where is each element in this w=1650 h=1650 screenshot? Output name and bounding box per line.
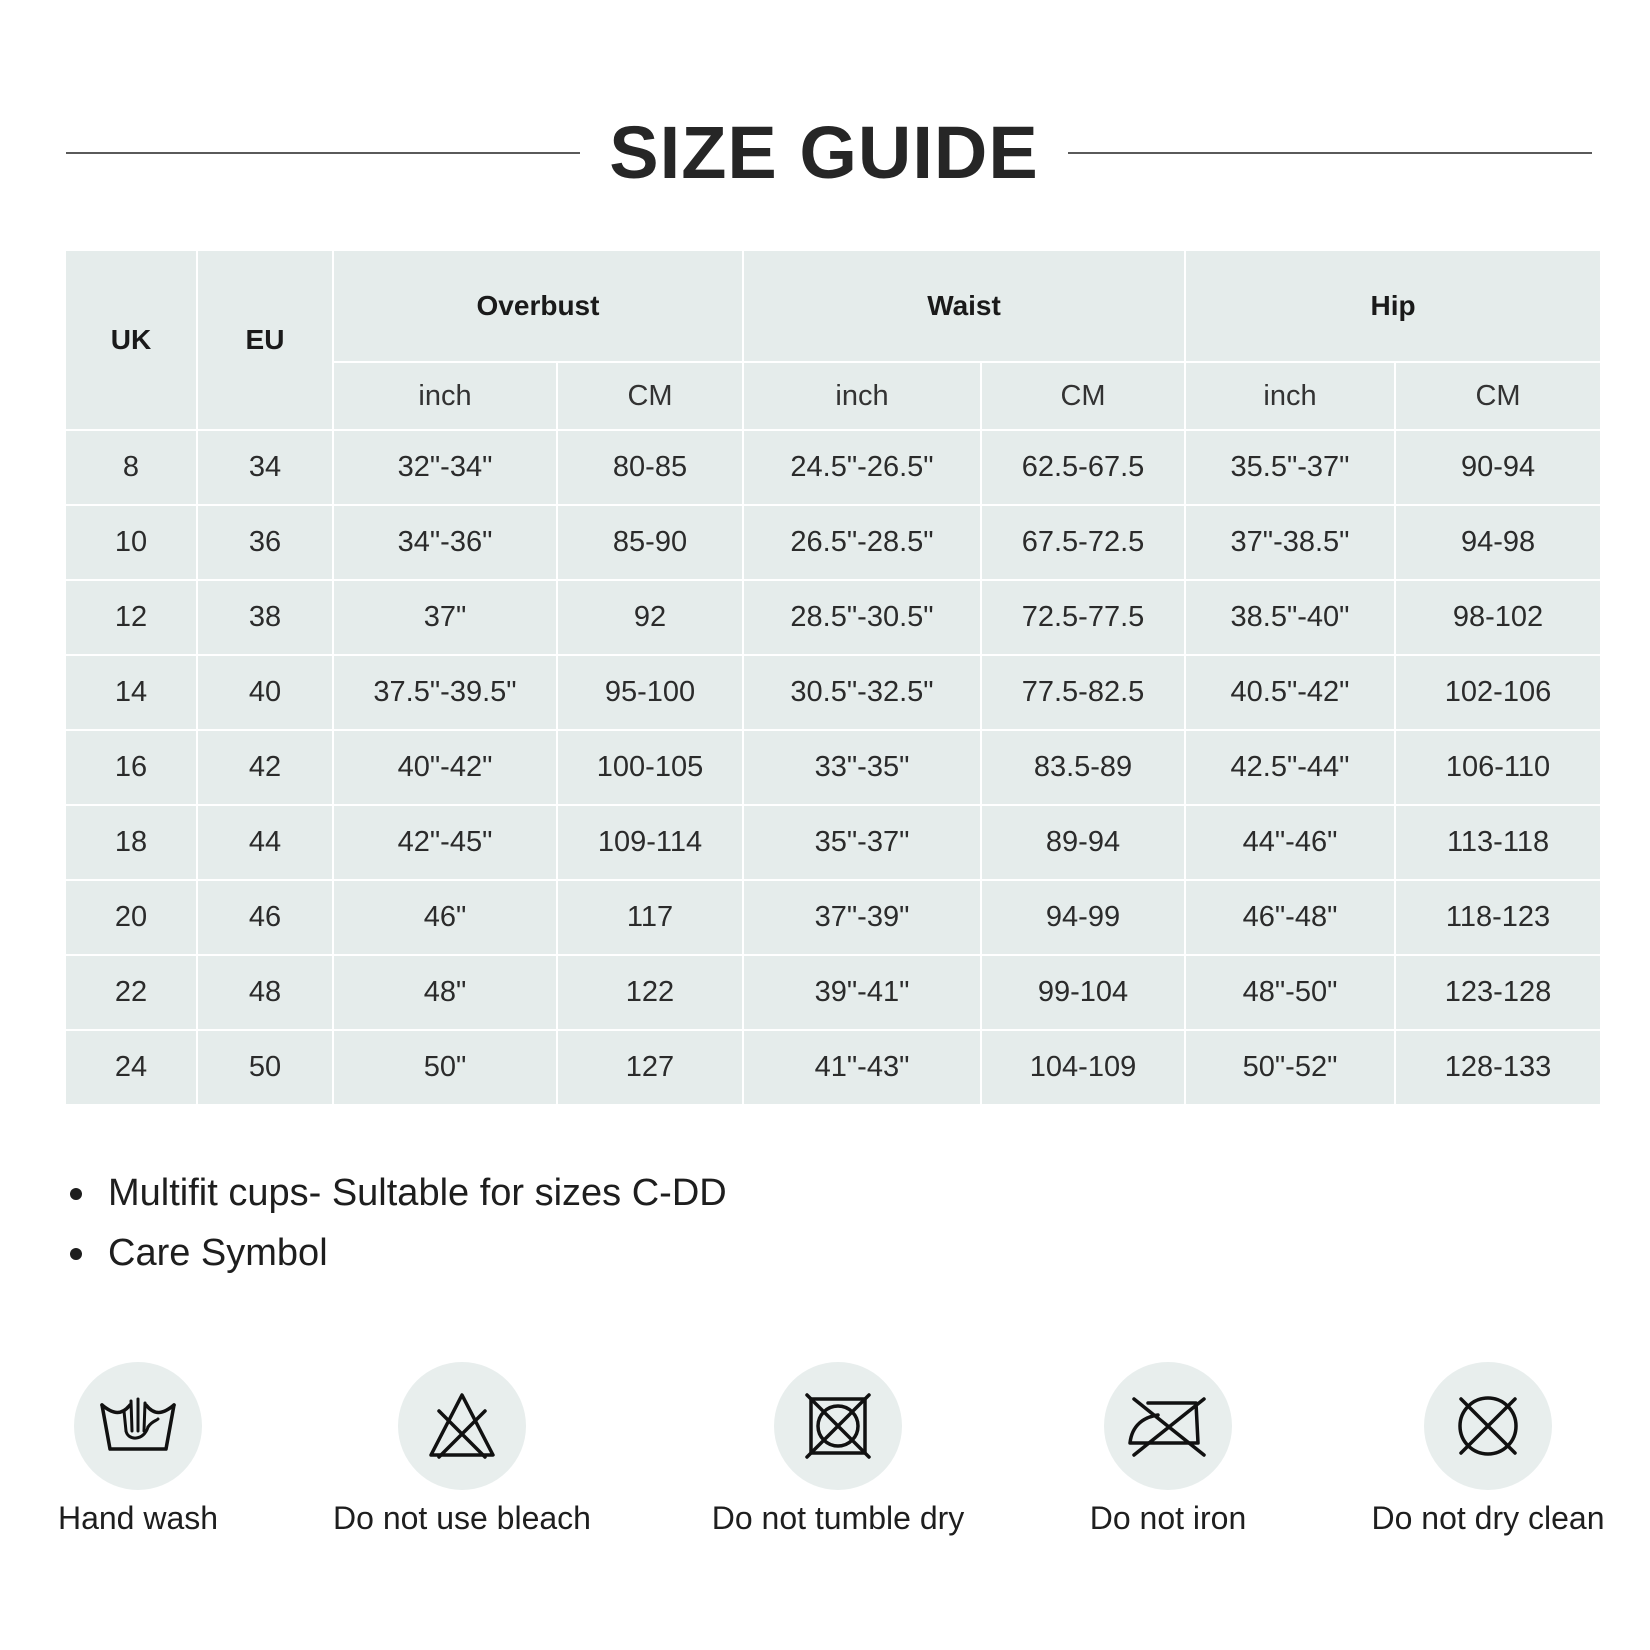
table-row <box>66 506 1600 579</box>
table-cell: 40"-42" <box>334 731 556 804</box>
table-cell: 44 <box>198 806 332 879</box>
table-cell: 16 <box>66 731 196 804</box>
table-cell: 34 <box>198 431 332 504</box>
table-cell: 128-133 <box>1396 1031 1600 1104</box>
table-cell: 37.5"-39.5" <box>334 656 556 729</box>
table-cell: 127 <box>558 1031 742 1104</box>
care-label: Do not iron <box>1089 1500 1247 1536</box>
table-cell: 50" <box>334 1031 556 1104</box>
table-cell: 118-123 <box>1396 881 1600 954</box>
table-cell: 24.5"-26.5" <box>744 431 980 504</box>
table-cell: 48"-50" <box>1186 956 1394 1029</box>
table-cell: 95-100 <box>558 656 742 729</box>
table-cell: 41"-43" <box>744 1031 980 1104</box>
table-cell: 39"-41" <box>744 956 980 1029</box>
table-header-row <box>66 251 1600 361</box>
table-cell: 40 <box>198 656 332 729</box>
table-cell: 42 <box>198 731 332 804</box>
table-cell: 106-110 <box>1396 731 1600 804</box>
table-cell: 35"-37" <box>744 806 980 879</box>
table-cell: 89-94 <box>982 806 1184 879</box>
table-cell: 28.5"-30.5" <box>744 581 980 654</box>
eu-header: EU <box>198 251 332 429</box>
bullet-dot <box>70 1188 82 1200</box>
table-cell: 80-85 <box>558 431 742 504</box>
table-cell: 44"-46" <box>1186 806 1394 879</box>
title-divider-right <box>1068 152 1592 154</box>
care-label: Hand wash <box>57 1500 219 1536</box>
table-cell: 33"-35" <box>744 731 980 804</box>
no-tumble-dry-icon <box>774 1362 902 1490</box>
care-label: Do not tumble dry <box>711 1500 965 1536</box>
table-cell: 98-102 <box>1396 581 1600 654</box>
table-cell: 102-106 <box>1396 656 1600 729</box>
title-divider-left <box>66 152 580 154</box>
table-cell: 123-128 <box>1396 956 1600 1029</box>
table-cell: 46 <box>198 881 332 954</box>
list-item <box>66 1163 727 1223</box>
unit-header: inch <box>334 363 556 429</box>
table-cell: 50"-52" <box>1186 1031 1394 1104</box>
table-cell: 26.5"-28.5" <box>744 506 980 579</box>
table-cell: 92 <box>558 581 742 654</box>
table-cell: 104-109 <box>982 1031 1184 1104</box>
care-item-hand-wash <box>0 1362 288 1538</box>
multifit-note: Multifit cups- Sultable for sizes C-DD <box>108 1172 727 1214</box>
no-dry-clean-icon <box>1424 1362 1552 1490</box>
table-cell: 48 <box>198 956 332 1029</box>
table-cell: 38.5"-40" <box>1186 581 1394 654</box>
table-cell: 46" <box>334 881 556 954</box>
info-list <box>66 1163 727 1283</box>
table-cell: 12 <box>66 581 196 654</box>
table-cell: 46"-48" <box>1186 881 1394 954</box>
table-cell: 35.5"-37" <box>1186 431 1394 504</box>
unit-header: inch <box>744 363 980 429</box>
unit-header: CM <box>1396 363 1600 429</box>
table-cell: 50 <box>198 1031 332 1104</box>
table-cell: 113-118 <box>1396 806 1600 879</box>
overbust-header: Overbust <box>334 251 742 361</box>
hip-header: Hip <box>1186 251 1600 361</box>
table-cell: 36 <box>198 506 332 579</box>
table-cell: 99-104 <box>982 956 1184 1029</box>
table-cell: 34"-36" <box>334 506 556 579</box>
table-cell: 8 <box>66 431 196 504</box>
table-cell: 20 <box>66 881 196 954</box>
table-cell: 122 <box>558 956 742 1029</box>
table-cell: 10 <box>66 506 196 579</box>
care-item-no-dry-clean <box>1338 1362 1638 1538</box>
table-cell: 22 <box>66 956 196 1029</box>
waist-header: Waist <box>744 251 1184 361</box>
table-cell: 37" <box>334 581 556 654</box>
table-cell: 94-99 <box>982 881 1184 954</box>
table-cell: 30.5"-32.5" <box>744 656 980 729</box>
bullet-dot <box>70 1248 82 1260</box>
table-cell: 109-114 <box>558 806 742 879</box>
table-cell: 37"-39" <box>744 881 980 954</box>
table-cell: 77.5-82.5 <box>982 656 1184 729</box>
table-row <box>66 956 1600 1029</box>
hand-wash-icon <box>74 1362 202 1490</box>
table-cell: 38 <box>198 581 332 654</box>
care-label: Do not dry clean <box>1371 1500 1605 1536</box>
table-row <box>66 731 1600 804</box>
care-label: Do not use bleach <box>333 1500 591 1536</box>
table-cell: 90-94 <box>1396 431 1600 504</box>
uk-header: UK <box>66 251 196 429</box>
table-cell: 18 <box>66 806 196 879</box>
care-symbol-heading: Care Symbol <box>108 1232 328 1274</box>
table-row <box>66 1031 1600 1104</box>
table-cell: 67.5-72.5 <box>982 506 1184 579</box>
table-cell: 42"-45" <box>334 806 556 879</box>
table-cell: 62.5-67.5 <box>982 431 1184 504</box>
table-row <box>66 881 1600 954</box>
title-row <box>0 108 1650 198</box>
no-bleach-icon <box>398 1362 526 1490</box>
table-row <box>66 581 1600 654</box>
table-cell: 40.5"-42" <box>1186 656 1394 729</box>
list-item <box>66 1223 727 1283</box>
care-item-no-iron <box>1018 1362 1318 1538</box>
table-cell: 37"-38.5" <box>1186 506 1394 579</box>
table-cell: 117 <box>558 881 742 954</box>
table-cell: 24 <box>66 1031 196 1104</box>
table-cell: 14 <box>66 656 196 729</box>
size-table <box>64 249 1602 1106</box>
unit-header: inch <box>1186 363 1394 429</box>
unit-header: CM <box>982 363 1184 429</box>
no-iron-icon <box>1104 1362 1232 1490</box>
table-row <box>66 806 1600 879</box>
table-cell: 85-90 <box>558 506 742 579</box>
table-cell: 94-98 <box>1396 506 1600 579</box>
unit-header: CM <box>558 363 742 429</box>
page-title: SIZE GUIDE <box>609 111 1039 194</box>
table-cell: 42.5"-44" <box>1186 731 1394 804</box>
care-item-no-bleach <box>312 1362 612 1538</box>
table-cell: 83.5-89 <box>982 731 1184 804</box>
table-cell: 72.5-77.5 <box>982 581 1184 654</box>
table-cell: 100-105 <box>558 731 742 804</box>
table-row <box>66 656 1600 729</box>
table-cell: 48" <box>334 956 556 1029</box>
table-row <box>66 431 1600 504</box>
table-cell: 32"-34" <box>334 431 556 504</box>
care-item-no-tumble-dry <box>688 1362 988 1538</box>
